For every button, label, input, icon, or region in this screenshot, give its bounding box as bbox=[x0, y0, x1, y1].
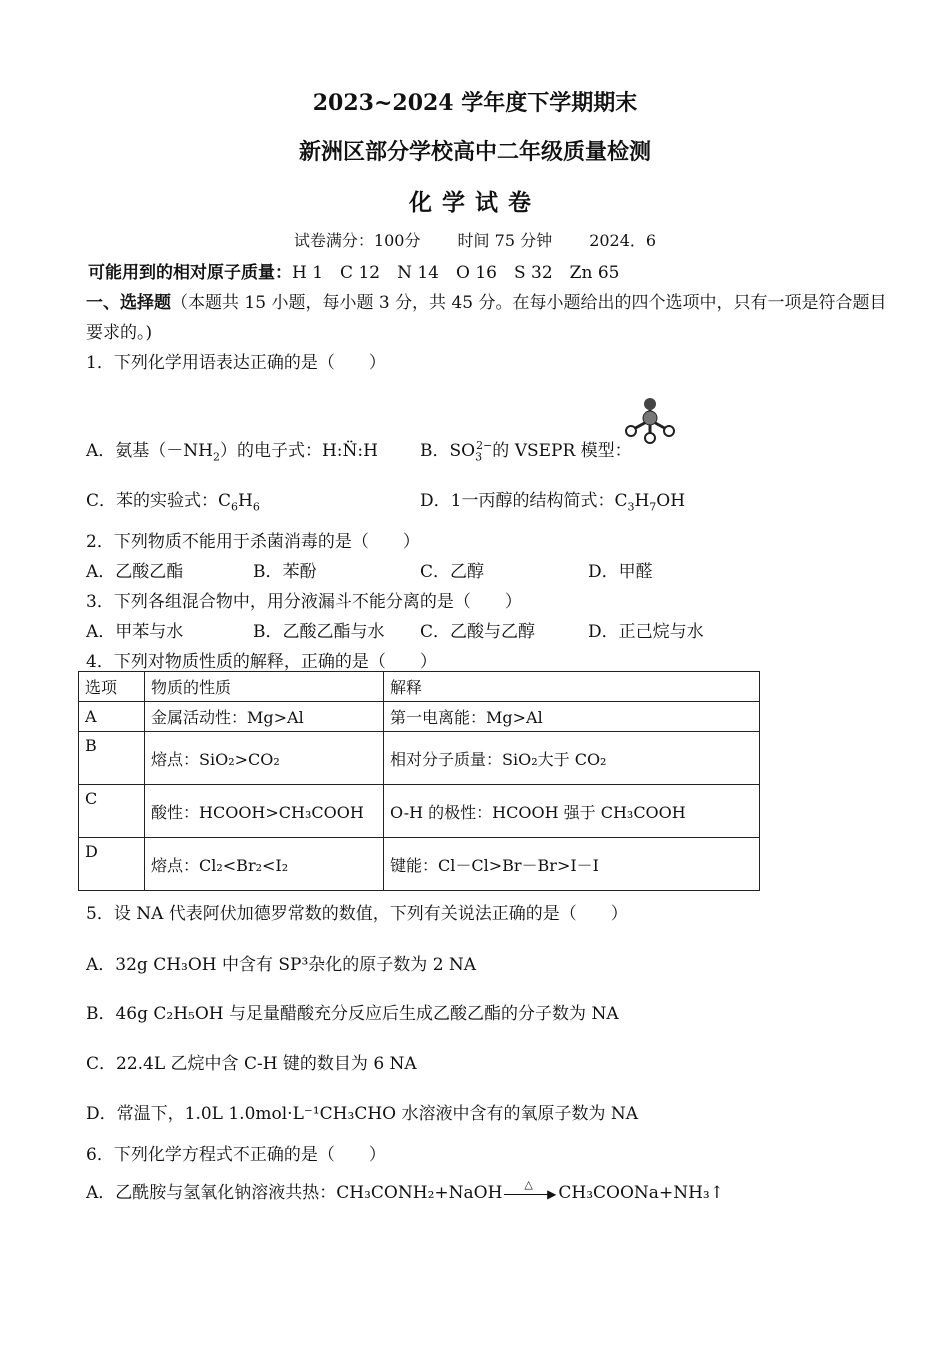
row-option: B bbox=[79, 732, 145, 785]
row-property: 熔点：Cl₂<Br₂<I₂ bbox=[145, 838, 384, 891]
q1-option-b: B．$SO_3^{2-}$的 VSEPR 模型： bbox=[420, 439, 632, 464]
exam-time: 时间 75 分钟 bbox=[457, 231, 553, 250]
atomic-masses-values: H 1 C 12 N 14 O 16 S 32 Zn 65 bbox=[292, 263, 620, 283]
vsepr-model-image bbox=[622, 394, 678, 444]
q3-stem: 3．下列各组混合物中，用分液漏斗不能分离的是（ ） bbox=[86, 592, 522, 612]
heat-symbol: △ bbox=[524, 1177, 533, 1191]
exam-subject-title: 化学试卷 bbox=[409, 189, 541, 216]
equation-lhs: CH₃CONH₂+NaOH bbox=[336, 1183, 503, 1203]
q4-table bbox=[78, 671, 760, 891]
q6-option-a: A．乙酰胺与氢氧化钠溶液共热：CH₃CONH₂+NaOH △ ▶ CH₃COONa+NH₃↑ bbox=[86, 1177, 724, 1203]
table-row bbox=[79, 838, 760, 891]
amino-electron-formula: H:N̈:H bbox=[321, 441, 378, 461]
row-explanation: O-H 的极性：HCOOH 强于 CH₃COOH bbox=[384, 785, 760, 838]
table-row bbox=[79, 785, 760, 838]
atomic-masses-label: 可能用到的相对原子质量： bbox=[88, 263, 292, 283]
table-row bbox=[79, 732, 760, 785]
q2-option-a: A．乙酸乙酯 bbox=[86, 562, 184, 582]
table-header-row bbox=[79, 672, 760, 702]
row-option: A bbox=[79, 702, 145, 732]
reaction-arrow: △ ▶ bbox=[504, 1188, 556, 1200]
q5-option-d: D．常温下，1.0L 1.0mol·L⁻¹CH₃CHO 水溶液中含有的氧原子数为 NA bbox=[86, 1104, 639, 1124]
q1-option-a: A．氨基$(-NH_2)$的电子式：H:N̈:H bbox=[86, 441, 378, 464]
exam-date: 2024．6 bbox=[589, 231, 657, 250]
row-option: C bbox=[79, 785, 145, 838]
row-property: 金属活动性：Mg>Al bbox=[145, 702, 384, 732]
q3-option-a: A．甲苯与水 bbox=[86, 622, 184, 642]
row-option: D bbox=[79, 838, 145, 891]
q5-stem: 5．设 NA 代表阿伏加德罗常数的数值，下列有关说法正确的是（ ） bbox=[86, 904, 628, 924]
q4-stem: 4．下列对物质性质的解释，正确的是（ ） bbox=[86, 652, 437, 672]
atomic-masses bbox=[88, 258, 619, 283]
q2-option-c: C．乙醇 bbox=[420, 562, 485, 582]
header-explanation: 解释 bbox=[384, 672, 760, 702]
q5-option-b: B．46g C₂H₅OH 与足量醋酸充分反应后生成乙酸乙酯的分子数为 NA bbox=[86, 1004, 619, 1024]
header-property: 物质的性质 bbox=[145, 672, 384, 702]
q1-option-c: C．苯的实验式：$C_6H_6$ bbox=[86, 491, 260, 514]
q1-option-d: D．1一丙醇的结构简式：$C_3H_7OH$ bbox=[420, 491, 686, 514]
full-score: 试卷满分：100分 bbox=[293, 231, 421, 250]
q3-option-c: C．乙酸与乙醇 bbox=[420, 622, 536, 642]
exam-year-title: 2023~2024 学年度下学期期末 bbox=[312, 90, 638, 116]
row-explanation: 第一电离能：Mg>Al bbox=[384, 702, 760, 732]
q3-option-d: D．正己烷与水 bbox=[588, 622, 704, 642]
row-explanation: 相对分子质量：SiO₂大于 CO₂ bbox=[384, 732, 760, 785]
q5-option-a: A．32g CH₃OH 中含有 SP³杂化的原子数为 2 NA bbox=[86, 955, 477, 975]
header-option: 选项 bbox=[79, 672, 145, 702]
row-property: 酸性：HCOOH>CH₃COOH bbox=[145, 785, 384, 838]
q5-option-c: C．22.4L 乙烷中含 C-H 键的数目为 6 NA bbox=[86, 1054, 417, 1074]
q3-option-b: B．乙酸乙酯与水 bbox=[253, 622, 385, 642]
section1-intro bbox=[86, 288, 887, 313]
q6-stem: 6．下列化学方程式不正确的是（ ） bbox=[86, 1145, 386, 1165]
q1-stem: 1．下列化学用语表达正确的是（ ） bbox=[86, 353, 386, 373]
q2-option-d: D．甲醛 bbox=[588, 562, 653, 582]
table-row bbox=[79, 702, 760, 732]
section1-desc2: 要求的。) bbox=[86, 323, 153, 343]
exam-school-title: 新洲区部分学校高中二年级质量检测 bbox=[298, 139, 651, 165]
row-explanation: 键能：Cl－Cl>Br－Br>I－I bbox=[384, 838, 760, 891]
q2-option-b: B．苯酚 bbox=[253, 562, 317, 582]
exam-meta bbox=[0, 228, 950, 251]
q2-stem: 2．下列物质不能用于杀菌消毒的是（ ） bbox=[86, 532, 420, 552]
row-property: 熔点：SiO₂>CO₂ bbox=[145, 732, 384, 785]
section1-desc: （本题共 15 小题，每小题 3 分，共 45 分。在每小题给出的四个选项中，只有一项是符合题目 bbox=[171, 293, 887, 313]
section1-heading: 一、选择题 bbox=[86, 293, 171, 313]
equation-rhs: CH₃COONa+NH₃↑ bbox=[558, 1183, 724, 1203]
